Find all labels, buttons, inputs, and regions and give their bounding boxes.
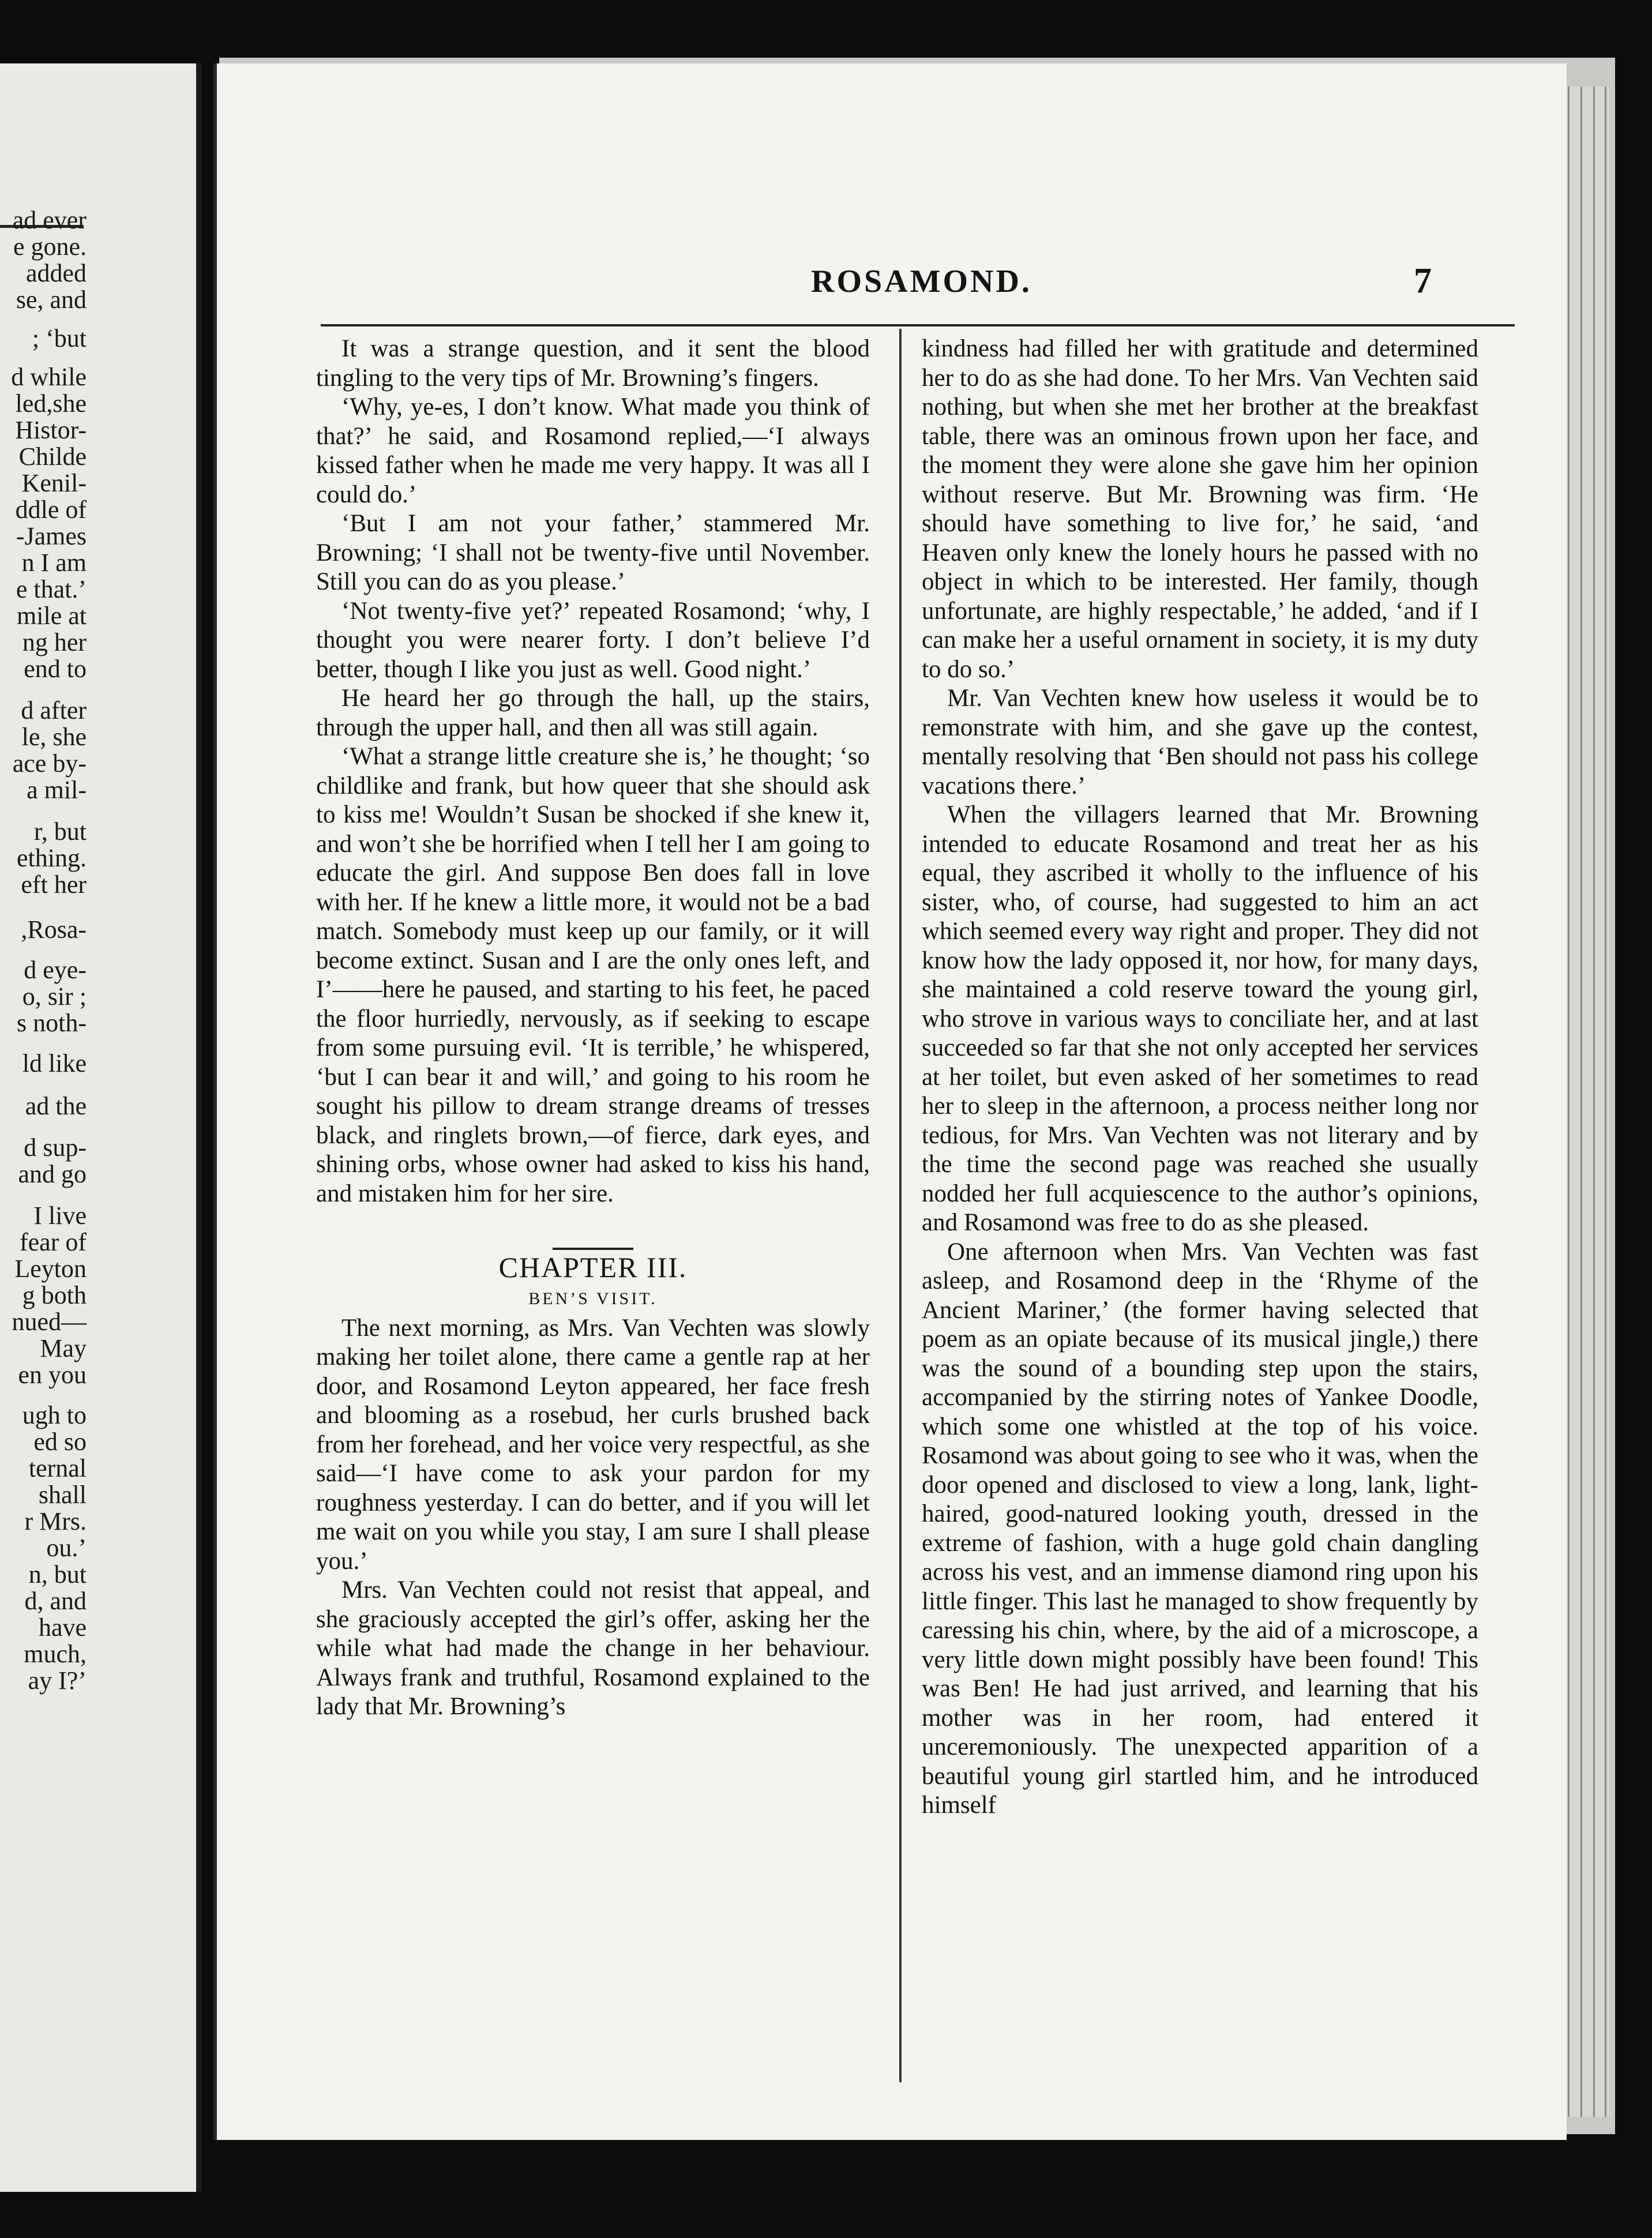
- facing-page-line: shall: [38, 1481, 87, 1509]
- facing-page-line: se, and: [16, 286, 87, 314]
- facing-page-line: a mil-: [27, 776, 87, 804]
- page-number: 7: [1414, 261, 1432, 301]
- facing-page-line: ay I?’: [28, 1666, 87, 1695]
- facing-page-line: g both: [22, 1281, 87, 1309]
- paragraph: Mrs. Van Vechten could not resist that appeal, and she graciously accepted the girl’s offer, asking her the while what had made the change in her behaviour. Always frank and truthful, Rosamond explained to the lady that Mr. Browning’s: [316, 1576, 870, 1720]
- facing-page-line: n, but: [28, 1560, 87, 1589]
- facing-page-line: r Mrs.: [24, 1507, 87, 1535]
- facing-page-line: May: [40, 1334, 87, 1362]
- facing-page-line: ddle of: [15, 495, 87, 524]
- running-title: ROSAMOND.: [811, 264, 1032, 299]
- facing-page-line: much,: [24, 1640, 87, 1668]
- facing-page-line: e gone.: [13, 232, 87, 261]
- header-rule: [321, 324, 1515, 326]
- paragraph: The next morning, as Mrs. Van Vechten was slowly making her toilet alone, there came a gentle rap at her door, and Rosamond Leyton appeared, her face fresh and blooming as a rosebud, her curls brushed back from her forehead, and her voice very respectful, as she said—‘I have come to ask your pardon for my roughness yesterday. I can do better, and if you will let me wait on you while you stay, I am sure I shall please you.’: [316, 1314, 870, 1575]
- facing-page-line: Histor-: [15, 416, 87, 444]
- facing-page-line: Kenil-: [21, 469, 87, 497]
- facing-page-line: ou.’: [46, 1534, 87, 1562]
- paragraph: ‘But I am not your father,’ stammered Mr. Browning; ‘I shall not be twenty-five until November. Still you can do as you please.’: [316, 510, 870, 595]
- facing-page-line: d after: [21, 696, 87, 724]
- book-page: [213, 63, 1567, 2140]
- facing-page-line: -James: [16, 522, 87, 550]
- facing-page-fragment: [0, 63, 202, 2192]
- facing-page-line: ugh to: [22, 1401, 87, 1429]
- facing-page-line: ternal: [28, 1454, 87, 1482]
- facing-page-line: ace by-: [12, 749, 87, 778]
- facing-page-line: d, and: [24, 1587, 87, 1615]
- facing-page-line: r, but: [33, 817, 87, 846]
- facing-page-line: d eye-: [24, 956, 87, 984]
- facing-page-line: n I am: [21, 549, 87, 577]
- paragraph: He heard her go through the hall, up the stairs, through the upper hall, and then all was still again.: [316, 685, 870, 741]
- chapter-subtitle: BEN’S VISIT.: [528, 1289, 658, 1308]
- paragraph: ‘Not twenty-five yet?’ repeated Rosamond; ‘why, I thought you were nearer forty. I don’t believe I’d better, though I like you just as well. Good night.’: [316, 597, 870, 683]
- right-column: [922, 335, 1478, 1820]
- column-divider: [899, 329, 902, 2082]
- facing-page-line: d while: [11, 363, 87, 391]
- facing-page-line: o, sir ;: [22, 982, 87, 1011]
- facing-page-line: mile at: [17, 602, 87, 630]
- facing-page-line: d sup-: [24, 1133, 87, 1162]
- facing-page-line: ed so: [33, 1428, 87, 1456]
- facing-page-line: fear of: [19, 1228, 87, 1256]
- facing-page-line: I live: [33, 1201, 87, 1230]
- facing-page-line: led,she: [15, 389, 87, 418]
- paragraph: When the villagers learned that Mr. Browning intended to educate Rosamond and treat her as his equal, they ascribed it wholly to the influence of his sister, who, of course, had suggested to him an act which seemed every way right and proper. They did not know how the lady opposed it, nor how, for many days, she maintained a cold reserve toward the young girl, who strove in various ways to conciliate her, and at last succeeded so far that she not only accepted her services at her toilet, but even asked of her sometimes to read her to sleep in the afternoon, a process neither long nor tedious, for Mrs. Van Vechten was not literary and by the time the second page was reached she usually nodded her full acquiescence to the author’s opinions, and Rosamond was free to do as she pleased.: [922, 801, 1478, 1236]
- paragraph: ‘Why, ye-es, I don’t know. What made you think of that?’ he said, and Rosamond replied,—‘I always kissed father when he made me very happy. It was all I could do.’: [316, 393, 870, 508]
- facing-page-line: ld like: [22, 1049, 87, 1077]
- paragraph: It was a strange question, and it sent the blood tingling to the very tips of Mr. Browning’s fingers.: [316, 335, 870, 392]
- facing-page-line: have: [38, 1613, 87, 1642]
- paragraph: Mr. Van Vechten knew how useless it would be to remonstrate with him, and she gave up the contest, mentally resolving that ‘Ben should not pass his college vacations there.’: [922, 685, 1478, 799]
- facing-page-line: ,Rosa-: [21, 915, 87, 944]
- paragraph: kindness had filled her with gratitude and determined her to do as she had done. To her Mrs. Van Vechten said nothing, but when she met her brother at the breakfast table, there was an ominous frown upon her face, and the moment they were alone she gave him her opinion without reserve. But Mr. Browning was firm. ‘He should have something to live for,’ he said, ‘and Heaven only knew the lonely hours he passed with no object in which to be interested. Her family, though unfortunate, are highly respectable,’ he added, ‘and if I can make her a useful ornament in society, it is my duty to do so.’: [922, 335, 1478, 683]
- facing-page-line: le, she: [21, 723, 87, 751]
- facing-page-line: end to: [24, 655, 87, 683]
- facing-page-line: Childe: [18, 442, 87, 471]
- facing-page-line: added: [25, 259, 87, 287]
- facing-page-line: ething.: [17, 844, 87, 872]
- facing-page-line: ad the: [25, 1092, 87, 1120]
- page-header: [217, 260, 1567, 306]
- facing-page-line: eft her: [21, 870, 87, 899]
- facing-page-line: e that.’: [16, 575, 87, 603]
- left-column: [316, 335, 870, 1722]
- paragraph: One afternoon when Mrs. Van Vechten was fast asleep, and Rosamond deep in the ‘Rhyme of the Ancient Mariner,’ (the former having selected that poem as an opiate because of its musical jingle,) there was the sound of a bounding step upon the stairs, accompanied by the stirring notes of Yankee Doodle, which some one whistled at the top of his voice. Rosamond was about going to see who it was, when the door opened and disclosed to view a long, lank, light-haired, good-natured looking youth, dressed in the extreme of fashion, with a huge gold chain dangling across his vest, and an immense diamond ring upon his little finger. This last he managed to show frequently by caressing his chin, where, by the aid of a microscope, a very little down might possibly have been found! This was Ben! He had just arrived, and learning that his mother was in her room, had entered it unceremoniously. The unexpected apparition of a beautiful young girl startled him, and he introduced himself: [922, 1238, 1478, 1819]
- chapter-title: CHAPTER III.: [498, 1251, 688, 1283]
- facing-page-line: ad ever: [12, 206, 87, 234]
- facing-page-line: s noth-: [17, 1009, 87, 1037]
- facing-page-line: nued—: [12, 1308, 87, 1336]
- facing-page-line: and go: [18, 1160, 87, 1188]
- facing-page-line: ; ‘but: [32, 324, 87, 352]
- facing-page-line: ng her: [22, 628, 87, 656]
- facing-page-line: Leyton: [14, 1255, 87, 1283]
- facing-page-line: en you: [18, 1361, 87, 1389]
- paragraph: ‘What a strange little creature she is,’ he thought; ‘so childlike and frank, but how queer that she should ask to kiss me! Wouldn’t Susan be shocked if she knew it, and won’t she be horrified when I tell her I am going to educate the girl. And suppose Ben does fall in love with her. If he knew a little more, it would not be a bad match. Somebody must keep up our family, or it will become extinct. Susan and I are the only ones left, and I’——here he paused, and starting to his feet, he paced the floor hurriedly, nervously, as if seeking to escape from some pursuing evil. ‘It is terrible,’ he whispered, ‘but I can bear it and will,’ and going to his room he sought his pillow to dream strange dreams of tresses black, and ringlets brown,—of fierce, dark eyes, and shining orbs, whose owner had asked to kiss his hand, and mistaken him for her sire.: [316, 743, 870, 1207]
